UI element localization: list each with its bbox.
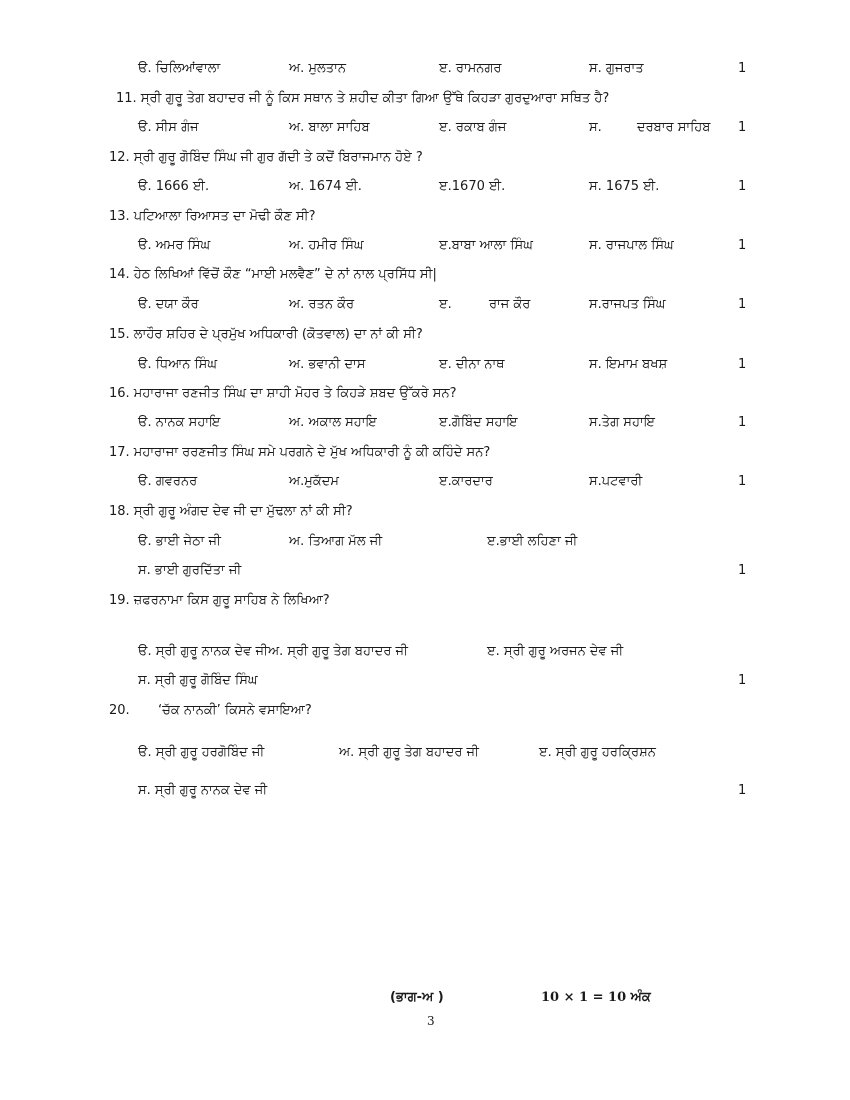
q14-option-b: ਅ. ਰਤਨ ਕੌਰ	[289, 297, 355, 312]
q10-option-d: ਸ. ਗੁਜਰਾਤ	[589, 61, 644, 76]
q10-option-c: ੲ. ਰਾਮਨਗਰ	[439, 61, 502, 76]
q15-marks: 1	[738, 357, 747, 372]
section-marks	[541, 990, 651, 1005]
q15-options-row	[0, 355, 850, 375]
q18-options-row	[0, 532, 850, 552]
q17-question: 17. ਮਹਾਰਾਜਾ ਰਰਣਜੀਤ ਸਿੰਘ ਸਮੇ ਪਰਗਨੇ ਦੇ ਮੁੱਖ ਅਧਿਕਾਰੀ ਨੂੰ ਕੀ ਕਹਿੰਦੇ ਸਨ?	[109, 445, 491, 460]
q12-options-row	[0, 177, 850, 197]
q19-options-row-2	[0, 671, 850, 691]
q20-options-row-2	[0, 781, 850, 801]
q17-option-d: ਸ.ਪਟਵਾਰੀ	[589, 474, 643, 489]
q14-option-d: ਸ.ਰਾਜਪਤ ਸਿੰਘ	[589, 297, 666, 312]
q17-options-row	[0, 472, 850, 492]
q11-option-c: ੲ. ਰਕਾਬ ਗੰਜ	[439, 120, 507, 135]
section-part-label: (ਭਾਗ-ਅ )	[390, 990, 444, 1005]
q11-options-row	[0, 118, 850, 138]
q13-option-d: ਸ. ਰਾਜਪਾਲ ਸਿੰਘ	[589, 238, 674, 253]
q17-option-a: ੳ. ਗਵਰਨਰ	[138, 474, 198, 489]
q19-option-ab: ੳ. ਸ੍ਰੀ ਗੁਰੂ ਨਾਨਕ ਦੇਵ ਜੀਅ. ਸ੍ਰੀ ਗੁਰੂ ਤੇਗ ਬਹਾਦਰ ਜੀ	[138, 644, 408, 659]
q19-options-row	[0, 642, 850, 662]
q11-option-d-prefix: ਸ.	[589, 120, 602, 135]
q16-option-b: ਅ. ਅਕਾਲ ਸਹਾਇ	[289, 415, 377, 430]
q16-option-c: ੲ.ਗੋਬਿੰਦ ਸਹਾਇ	[439, 415, 518, 430]
q13-options-row	[0, 236, 850, 256]
q16-question-row	[0, 384, 850, 404]
q20-options-row	[0, 743, 850, 763]
q20-option-a: ੳ. ਸ੍ਰੀ ਗੁਰੂ ਹਰਗੋਬਿੰਦ ਜੀ	[138, 745, 265, 760]
q20-option-c: ੲ. ਸ੍ਰੀ ਗੁਰੂ ਹਰਕ੍ਰਿਸ਼ਨ	[539, 745, 656, 760]
section-marks-word: ਅੰਕ	[630, 990, 651, 1005]
q13-question: 13. ਪਟਿਆਲਾ ਰਿਆਸਤ ਦਾ ਮੋਢੀ ਕੌਣ ਸੀ?	[109, 209, 316, 224]
q11-option-d: ਦਰਬਾਰ ਸਾਹਿਬ	[637, 120, 711, 135]
q19-marks: 1	[738, 673, 747, 688]
q12-question: 12. ਸ੍ਰੀ ਗੁਰੂ ਗੋਬਿੰਦ ਸਿੰਘ ਜੀ ਗੁਰ ਗੱਦੀ ਤੇ ਕਦੋਂ ਬਿਰਾਜਮਾਨ ਹੋਏ ?	[109, 150, 423, 165]
page-number: 3	[427, 1014, 435, 1028]
q12-marks: 1	[738, 179, 747, 194]
q12-option-c: ੲ.1670 ਈ.	[439, 179, 506, 194]
q13-option-b: ਅ. ਹਮੀਰ ਸਿੰਘ	[289, 238, 364, 253]
q12-question-row	[0, 148, 850, 168]
q13-option-c: ੲ.ਬਾਬਾ ਆਲਾ ਸਿੰਘ	[439, 238, 533, 253]
q11-marks: 1	[738, 120, 747, 135]
q13-question-row	[0, 207, 850, 227]
q14-question-row	[0, 265, 850, 285]
q11-option-a: ੳ. ਸੀਸ ਗੰਜ	[138, 120, 199, 135]
q14-option-a: ੳ. ਦਯਾ ਕੌਰ	[138, 297, 199, 312]
q15-question: 15. ਲਾਹੌਰ ਸ਼ਹਿਰ ਦੇ ਪ੍ਰਮੁੱਖ ਅਧਿਕਾਰੀ (ਕੋਤਵਾਲ) ਦਾ ਨਾਂ ਕੀ ਸੀ?	[109, 327, 423, 342]
q16-option-d: ਸ.ਤੇਗ ਸਹਾਇ	[589, 415, 655, 430]
q14-option-c: ਰਾਜ ਕੌਰ	[489, 297, 531, 312]
q18-option-d: ਸ. ਭਾਈ ਗੁਰਦਿੱਤਾ ਜੀ	[138, 563, 242, 578]
q18-options-row-2	[0, 561, 850, 581]
q12-option-d: ਸ. 1675 ਈ.	[589, 179, 660, 194]
q18-marks: 1	[738, 563, 747, 578]
q12-option-a: ੳ. 1666 ਈ.	[138, 179, 210, 194]
q20-option-b: ਅ. ਸ੍ਰੀ ਗੁਰੂ ਤੇਗ ਬਹਾਦਰ ਜੀ	[339, 745, 479, 760]
q18-option-a: ੳ. ਭਾਈ ਜੇਠਾ ਜੀ	[138, 534, 221, 549]
q10-option-b: ਅ. ਮੁਲਤਾਨ	[289, 61, 346, 76]
q17-marks: 1	[738, 474, 747, 489]
q11-option-b: ਅ. ਬਾਲਾ ਸਾਹਿਬ	[289, 120, 370, 135]
section-marks-formula: 10 × 1 = 10	[541, 990, 627, 1005]
q10-options-row	[0, 59, 850, 79]
q17-option-c: ੲ.ਕਾਰਦਾਰ	[439, 474, 493, 489]
q12-option-b: ਅ. 1674 ਈ.	[289, 179, 362, 194]
q15-option-d: ਸ. ਇਮਾਮ ਬਖਸ਼	[589, 357, 668, 372]
q10-marks: 1	[738, 61, 747, 76]
q19-option-d: ਸ. ਸ੍ਰੀ ਗੁਰੂ ਗੋਬਿੰਦ ਸਿੰਘ	[138, 673, 258, 688]
q16-marks: 1	[738, 415, 747, 430]
q13-option-a: ੳ. ਅਮਰ ਸਿੰਘ	[138, 238, 211, 253]
q17-question-row	[0, 443, 850, 463]
q20-option-d: ਸ. ਸ੍ਰੀ ਗੁਰੂ ਨਾਨਕ ਦੇਵ ਜੀ	[138, 783, 268, 798]
q14-options-row	[0, 295, 850, 315]
q15-option-b: ਅ. ਭਵਾਨੀ ਦਾਸ	[289, 357, 366, 372]
q14-marks: 1	[738, 297, 747, 312]
q18-option-b: ਅ. ਤਿਆਗ ਮੱਲ ਜੀ	[289, 534, 383, 549]
q11-question: 11. ਸ੍ਰੀ ਗੁਰੂ ਤੇਗ ਬਹਾਦਰ ਜੀ ਨੂੰ ਕਿਸ ਸਥਾਨ ਤੇ ਸ਼ਹੀਦ ਕੀਤਾ ਗਿਆ ਉੱਥੇ ਕਿਹੜਾ ਗੁਰਦੁਆਰਾ ਸਥਿਤ ਹੈ?	[116, 91, 610, 106]
q20-marks: 1	[738, 783, 747, 798]
q19-question: 19. ਜ਼ਫਰਨਾਮਾ ਕਿਸ ਗੁਰੂ ਸਾਹਿਬ ਨੇ ਲਿਖਿਆ?	[109, 593, 330, 608]
q16-options-row	[0, 413, 850, 433]
q15-option-c: ੲ. ਦੀਨਾ ਨਾਥ	[439, 357, 505, 372]
q18-question-row	[0, 502, 850, 522]
q15-option-a: ੳ. ਧਿਆਨ ਸਿੰਘ	[138, 357, 217, 372]
q10-option-a: ੳ. ਚਿਲਿਆਂਵਾਲਾ	[138, 61, 221, 76]
q13-marks: 1	[738, 238, 747, 253]
q19-option-c: ੲ. ਸ੍ਰੀ ਗੁਰੂ ਅਰਜਨ ਦੇਵ ਜੀ	[487, 644, 624, 659]
q18-question: 18. ਸ੍ਰੀ ਗੁਰੂ ਅੰਗਦ ਦੇਵ ਜੀ ਦਾ ਮੁੱਢਲਾ ਨਾਂ ਕੀ ਸੀ?	[109, 504, 353, 519]
q20-question-row	[0, 701, 850, 721]
q16-question: 16. ਮਹਾਰਾਜਾ ਰਣਜੀਤ ਸਿੰਘ ਦਾ ਸ਼ਾਹੀ ਮੋਹਰ ਤੇ ਕਿਹੜੇ ਸ਼ਬਦ ਉੱਕਰੇ ਸਨ?	[109, 386, 457, 401]
q19-question-row	[0, 591, 850, 611]
q18-option-c: ੲ.ਭਾਈ ਲਹਿਣਾ ਜੀ	[487, 534, 578, 549]
q14-question: 14. ਹੇਠ ਲਿਖਿਆਂ ਵਿੱਚੋਂ ਕੌਣ “ਮਾਈ ਮਲਵੈਣ” ਦੇ ਨਾਂ ਨਾਲ ਪ੍ਰਸਿੱਧ ਸੀ|	[109, 267, 437, 282]
q14-option-c-prefix: ੲ.	[439, 297, 452, 312]
q15-question-row	[0, 325, 850, 345]
q20-question: ‘ਚੱਕ ਨਾਨਕੀ’ ਕਿਸਨੇ ਵਸਾਇਆ?	[158, 703, 312, 718]
q16-option-a: ੳ. ਨਾਨਕ ਸਹਾਇ	[138, 415, 221, 430]
q17-option-b: ਅ.ਮੁਕੱਦਮ	[289, 474, 339, 489]
q11-question-row	[0, 89, 850, 109]
q20-number: 20.	[109, 703, 130, 718]
